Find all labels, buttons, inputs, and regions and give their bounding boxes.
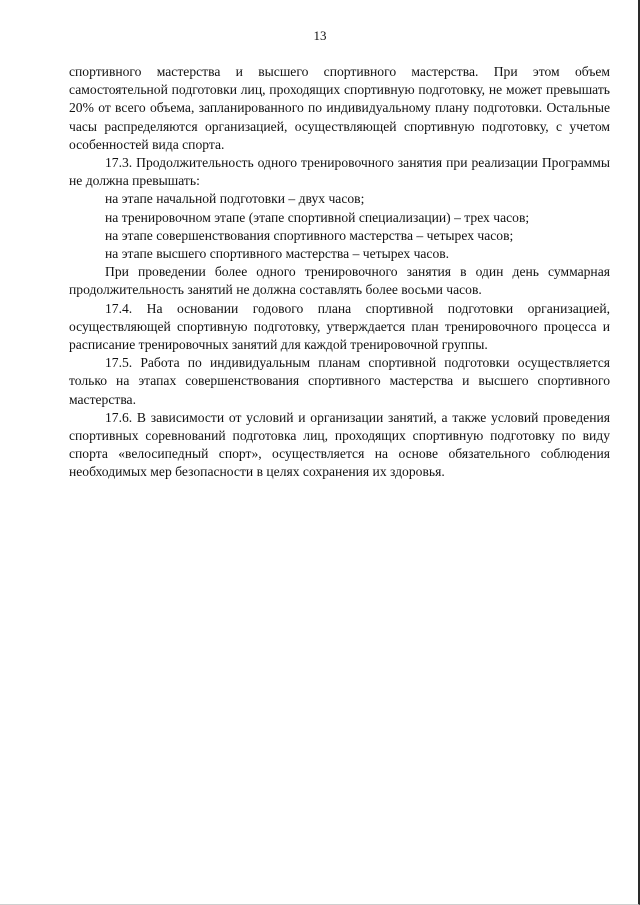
page-number: 13	[313, 28, 327, 43]
paragraph-daily-limit: При проведении более одного тренировочного занятия в один день суммарная продолжительность занятий не должна составлять более восьми часов.	[69, 264, 610, 298]
list-item-training-stage: на тренировочном этапе (этапе спортивной специализации) – трех часов;	[105, 209, 530, 225]
paragraph-17-4: 17.4. На основании годового плана спортивной подготовки организацией, осуществляющей спортивную подготовку, утверждается план тренировочного процесса и расписание тренировочных занятий для каждой тренировочной группы.	[69, 300, 610, 353]
paragraph-continuation: спортивного мастерства и высшего спортивного мастерства. При этом объем самостоятельной подготовки лиц, проходящих спортивную подготовку, не может превышать 20% от всего объема, запланированного по индивидуальному плану подготовки. Остальные часы распределяются организацией, осуществляющей спортивную подготовку, с учетом особенностей вида спорта.	[69, 64, 610, 152]
list-item-improvement-stage: на этапе совершенствования спортивного мастерства – четырех часов;	[105, 227, 514, 243]
list-item-initial-stage: на этапе начальной подготовки – двух часов;	[105, 191, 365, 207]
paragraph-17-6: 17.6. В зависимости от условий и организации занятий, а также условий проведения спортивных соревнований подготовка лиц, проходящих спортивную подготовку по виду спорта «велосипедный спорт», осуществляется на основе обязательного соблюдения необходимых мер безопасности в целях сохранения их здоровья.	[69, 409, 610, 480]
document-body	[69, 63, 610, 482]
paragraph-17-5: 17.5. Работа по индивидуальным планам спортивной подготовки осуществляется только на этапах совершенствования спортивного мастерства и высшего спортивного мастерства.	[69, 355, 610, 407]
list-item-highest-stage: на этапе высшего спортивного мастерства – четырех часов.	[105, 246, 450, 262]
paragraph-17-3: 17.3. Продолжительность одного тренировочного занятия при реализации Программы не должна превышать:	[69, 155, 610, 189]
